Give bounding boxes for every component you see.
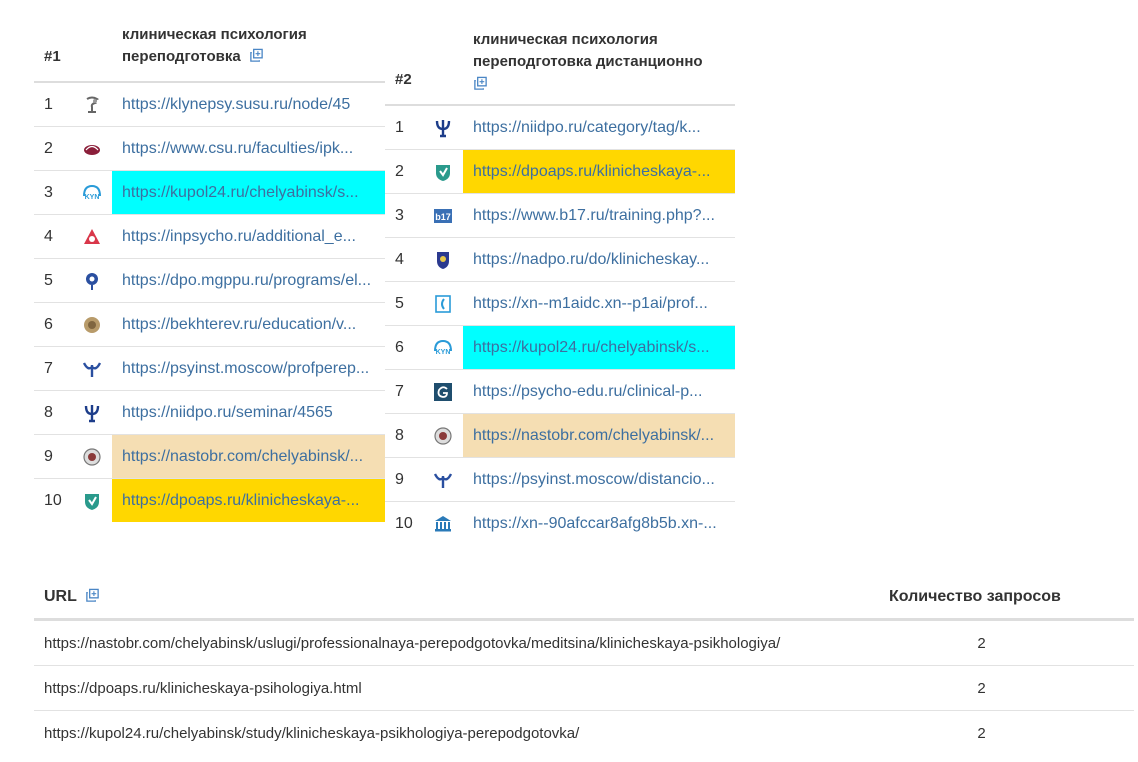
result-url-cell [112,259,385,303]
common-url[interactable]: https://dpoaps.ru/klinicheskaya-psihologiya.html [34,666,889,711]
result-url-link[interactable]: https://www.csu.ru/faculties/ipk... [122,139,354,157]
dpoaps-logo-icon [433,162,453,182]
csu-logo-icon [82,139,102,159]
common-url[interactable]: https://nastobr.com/chelyabinsk/uslugi/professionalnaya-perepodgotovka/meditsina/klinicheskaya-psikhologiya/ [34,620,889,666]
query-count: 2 [889,620,1134,666]
url-column-header: URL [34,570,889,620]
result-position: 9 [34,435,80,479]
result-position: 6 [385,326,431,370]
snake-cup-icon [82,95,102,115]
result-position: 2 [385,150,431,194]
serp-table-2 [385,0,735,545]
result-url-cell [463,105,735,150]
serp-row [34,127,385,171]
query-text: клиническая психология переподготовка дистанционно [473,31,703,70]
result-url-cell [463,282,735,326]
result-url-link[interactable]: https://niidpo.ru/seminar/4565 [122,403,333,421]
result-url-cell [463,150,735,194]
book-logo-icon [433,294,453,314]
copy-icon[interactable] [473,76,488,91]
nadpo-logo-icon [433,250,453,270]
result-url-cell [112,347,385,391]
result-url-link[interactable]: https://klynepsy.susu.ru/node/45 [122,95,351,113]
result-position: 3 [385,194,431,238]
result-position: 4 [34,215,80,259]
serp-row [34,391,385,435]
result-url-link[interactable]: https://inpsycho.ru/additional_e... [122,227,356,245]
serp-row [385,150,735,194]
result-url-cell [463,238,735,282]
serp-row [385,326,735,370]
result-url-cell [112,82,385,127]
psi-logo-icon [433,118,453,138]
copy-icon[interactable] [85,588,100,603]
bekhterev-logo-icon [82,315,102,335]
result-url-cell [112,435,385,479]
table-row [34,666,1134,711]
psyinst-logo-icon [433,470,453,490]
table-row [34,711,1134,756]
result-url-cell [112,215,385,259]
result-url-cell [112,303,385,347]
result-position: 5 [34,259,80,303]
result-url-link[interactable]: https://kupol24.ru/chelyabinsk/s... [122,183,359,201]
serp-number-header: #1 [34,0,80,82]
serp-results-2 [385,105,735,545]
result-url-link[interactable]: https://nadpo.ru/do/klinicheskay... [473,250,710,268]
result-url-link[interactable]: https://nastobr.com/chelyabinsk/... [473,426,715,444]
result-position: 9 [385,458,431,502]
common-url[interactable]: https://kupol24.ru/chelyabinsk/study/klinicheskaya-psikhologiya-perepodgotovka/ [44,724,580,742]
common-urls-body [34,620,1134,756]
result-url-link[interactable]: https://kupol24.ru/chelyabinsk/s... [473,338,710,356]
serp-row [385,105,735,150]
result-url-link[interactable]: https://psyinst.moscow/distancio... [473,470,715,488]
result-url-cell [112,171,385,215]
result-position: 5 [385,282,431,326]
serp-row [34,347,385,391]
serp-row [385,282,735,326]
query-header [463,0,735,105]
result-url-link[interactable]: https://nastobr.com/chelyabinsk/... [122,447,364,465]
result-position: 4 [385,238,431,282]
serp-results-1 [34,82,385,522]
serp-row [34,215,385,259]
psyinst-logo-icon [82,359,102,379]
inpsycho-logo-icon [82,227,102,247]
result-position: 6 [34,303,80,347]
psi-logo-icon [82,403,102,423]
query-header [112,0,385,82]
result-position: 1 [34,82,80,127]
result-position: 10 [395,514,413,532]
serp-row [385,458,735,502]
result-url-link[interactable]: https://www.b17.ru/training.php?... [473,206,715,224]
result-url-link[interactable]: https://bekhterev.ru/education/v... [122,315,357,333]
result-position: 10 [44,491,62,509]
b17-logo-icon [433,206,453,226]
result-url-link[interactable]: https://xn--90afccar8afg8b5b.xn-... [473,514,717,532]
psycho-edu-logo-icon [433,382,453,402]
result-position: 7 [34,347,80,391]
common-urls-table [34,570,1134,755]
mgppu-logo-icon [82,271,102,291]
kupol-logo-icon [433,338,453,358]
serp-row [385,414,735,458]
result-url-cell [463,370,735,414]
result-url-cell [112,479,385,523]
result-url-link[interactable]: https://psycho-edu.ru/clinical-p... [473,382,703,400]
serp-row [34,303,385,347]
nastobr-logo-icon [82,447,102,467]
result-url-cell [112,391,385,435]
result-url-cell [463,502,735,546]
result-url-link[interactable]: https://niidpo.ru/category/tag/k... [473,118,701,136]
serp-row [34,479,385,523]
serp-row [385,502,735,546]
result-position: 1 [385,105,431,150]
count-column-header: Количество запросов [889,570,1134,620]
serp-row [385,194,735,238]
museum-logo-icon [433,514,453,534]
serp-row [34,82,385,127]
result-position: 2 [34,127,80,171]
serp-row [34,435,385,479]
result-url-cell [463,458,735,502]
query-text: клиническая психология переподготовка [122,26,307,65]
serp-row [34,259,385,303]
result-position: 7 [385,370,431,414]
result-url-cell [463,194,735,238]
dpoaps-logo-icon [82,491,102,511]
result-url-cell [463,326,735,370]
serp-row [34,171,385,215]
nastobr-logo-icon [433,426,453,446]
result-url-link[interactable]: https://dpo.mgppu.ru/programs/el... [122,271,372,289]
result-position: 8 [34,391,80,435]
result-url-link[interactable]: https://xn--m1aidc.xn--p1ai/prof... [473,294,708,312]
result-url-link[interactable]: https://dpoaps.ru/klinicheskaya-... [122,491,360,509]
result-url-link[interactable]: https://psyinst.moscow/profperep... [122,359,370,377]
result-url-cell [463,414,735,458]
kupol-logo-icon [82,183,102,203]
serp-row [385,238,735,282]
serp-table-1 [34,0,385,522]
table-row [34,620,1134,666]
serp-number-header: #2 [385,0,431,105]
query-count: 2 [889,666,1134,711]
query-count: 2 [977,724,986,742]
result-position: 8 [385,414,431,458]
result-url-cell [112,127,385,171]
copy-icon[interactable] [249,48,264,63]
result-url-link[interactable]: https://dpoaps.ru/klinicheskaya-... [473,162,711,180]
result-position: 3 [34,171,80,215]
serp-row [385,370,735,414]
